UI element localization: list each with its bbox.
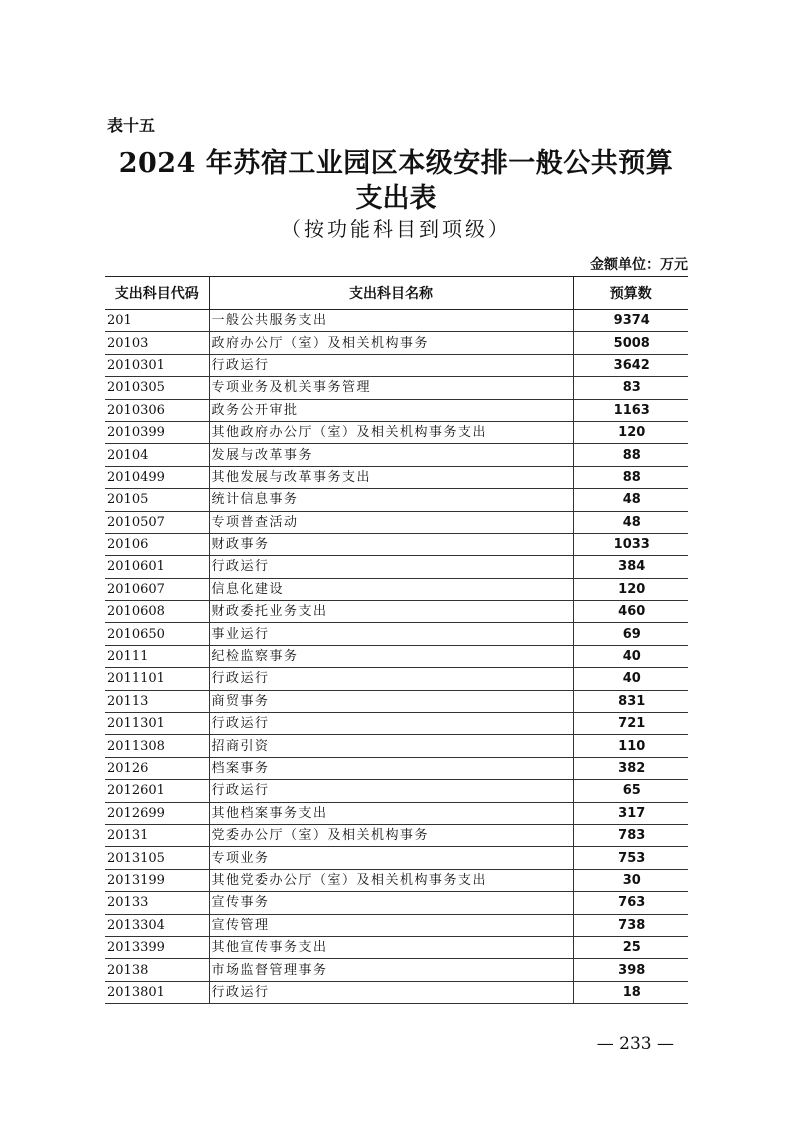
subject-code: 20105 <box>105 489 209 511</box>
subject-code: 20133 <box>105 892 209 914</box>
budget-amount: 398 <box>573 959 688 981</box>
table-row <box>105 892 688 914</box>
budget-amount: 120 <box>573 578 688 600</box>
subject-code: 2010305 <box>105 377 209 399</box>
subject-code: 20113 <box>105 690 209 712</box>
budget-amount: 3642 <box>573 354 688 376</box>
page-number: — 233 — <box>596 1034 674 1054</box>
subject-code: 20138 <box>105 959 209 981</box>
table-row <box>105 645 688 667</box>
table-row <box>105 757 688 779</box>
subject-code: 2011101 <box>105 668 209 690</box>
budget-amount: 382 <box>573 757 688 779</box>
budget-amount: 9374 <box>573 310 688 332</box>
subject-name: 行政运行 <box>209 713 573 735</box>
column-header-code: 支出科目代码 <box>105 277 209 310</box>
column-header-name: 支出科目名称 <box>209 277 573 310</box>
subject-name: 档案事务 <box>209 757 573 779</box>
table-row <box>105 824 688 846</box>
subject-code: 2010601 <box>105 556 209 578</box>
subject-code: 20111 <box>105 645 209 667</box>
subject-name: 事业运行 <box>209 623 573 645</box>
page-title-continued: 支出表 <box>355 183 437 214</box>
budget-amount: 317 <box>573 802 688 824</box>
subject-code: 201 <box>105 310 209 332</box>
table-row <box>105 690 688 712</box>
budget-amount: 120 <box>573 421 688 443</box>
budget-amount: 48 <box>573 489 688 511</box>
subject-name: 党委办公厅（室）及相关机构事务 <box>209 824 573 846</box>
table-row <box>105 780 688 802</box>
budget-amount: 48 <box>573 511 688 533</box>
subject-code: 2010507 <box>105 511 209 533</box>
subject-name: 纪检监察事务 <box>209 645 573 667</box>
subject-name: 其他档案事务支出 <box>209 802 573 824</box>
table-row <box>105 556 688 578</box>
subject-code: 2012601 <box>105 780 209 802</box>
subject-name: 一般公共服务支出 <box>209 310 573 332</box>
subject-name: 其他宣传事务支出 <box>209 936 573 958</box>
budget-amount: 831 <box>573 690 688 712</box>
budget-amount: 88 <box>573 444 688 466</box>
subject-name: 政府办公厅（室）及相关机构事务 <box>209 332 573 354</box>
subject-name: 发展与改革事务 <box>209 444 573 466</box>
subject-name: 行政运行 <box>209 556 573 578</box>
subject-name: 行政运行 <box>209 780 573 802</box>
subject-code: 2010306 <box>105 399 209 421</box>
subject-name: 其他发展与改革事务支出 <box>209 466 573 488</box>
subject-name: 财政事务 <box>209 533 573 555</box>
table-row <box>105 959 688 981</box>
table-row <box>105 623 688 645</box>
table-row <box>105 489 688 511</box>
table-row <box>105 466 688 488</box>
budget-amount: 738 <box>573 914 688 936</box>
budget-amount: 83 <box>573 377 688 399</box>
table-row <box>105 847 688 869</box>
subject-name: 信息化建设 <box>209 578 573 600</box>
amount-unit: 金额单位：万元 <box>590 257 688 273</box>
budget-amount: 40 <box>573 668 688 690</box>
subject-name: 统计信息事务 <box>209 489 573 511</box>
subject-code: 2013199 <box>105 869 209 891</box>
subject-name: 行政运行 <box>209 981 573 1003</box>
budget-amount: 65 <box>573 780 688 802</box>
budget-amount: 25 <box>573 936 688 958</box>
table-row <box>105 310 688 332</box>
budget-amount: 110 <box>573 735 688 757</box>
subject-code: 2010399 <box>105 421 209 443</box>
subject-code: 2013105 <box>105 847 209 869</box>
budget-amount: 30 <box>573 869 688 891</box>
budget-amount: 783 <box>573 824 688 846</box>
table-row <box>105 601 688 623</box>
table-row <box>105 713 688 735</box>
table-row <box>105 332 688 354</box>
subject-name: 市场监督管理事务 <box>209 959 573 981</box>
table-row <box>105 399 688 421</box>
subject-code: 20126 <box>105 757 209 779</box>
budget-amount: 88 <box>573 466 688 488</box>
budget-amount: 763 <box>573 892 688 914</box>
subject-name: 专项普查活动 <box>209 511 573 533</box>
table-row <box>105 802 688 824</box>
table-row <box>105 578 688 600</box>
subject-name: 专项业务及机关事务管理 <box>209 377 573 399</box>
subject-code: 2010607 <box>105 578 209 600</box>
table-label: 表十五 <box>107 116 156 135</box>
table-row <box>105 668 688 690</box>
table-row <box>105 421 688 443</box>
subject-code: 2012699 <box>105 802 209 824</box>
subject-name: 宣传管理 <box>209 914 573 936</box>
table-row <box>105 981 688 1003</box>
subject-name: 宣传事务 <box>209 892 573 914</box>
subject-code: 20106 <box>105 533 209 555</box>
budget-amount: 40 <box>573 645 688 667</box>
subject-name: 其他党委办公厅（室）及相关机构事务支出 <box>209 869 573 891</box>
table-row <box>105 914 688 936</box>
subject-name: 政务公开审批 <box>209 399 573 421</box>
table-row <box>105 511 688 533</box>
subject-name: 行政运行 <box>209 354 573 376</box>
subject-code: 2011301 <box>105 713 209 735</box>
budget-amount: 5008 <box>573 332 688 354</box>
subject-code: 20104 <box>105 444 209 466</box>
subject-code: 2010499 <box>105 466 209 488</box>
subject-name: 财政委托业务支出 <box>209 601 573 623</box>
budget-amount: 69 <box>573 623 688 645</box>
budget-amount: 753 <box>573 847 688 869</box>
table-row <box>105 444 688 466</box>
budget-amount: 1033 <box>573 533 688 555</box>
subject-code: 20131 <box>105 824 209 846</box>
subject-name: 专项业务 <box>209 847 573 869</box>
subject-code: 2010301 <box>105 354 209 376</box>
budget-amount: 1163 <box>573 399 688 421</box>
budget-amount: 18 <box>573 981 688 1003</box>
budget-amount: 384 <box>573 556 688 578</box>
subject-code: 20103 <box>105 332 209 354</box>
subject-code: 2013801 <box>105 981 209 1003</box>
subject-code: 2013304 <box>105 914 209 936</box>
table-body <box>105 310 688 1004</box>
subject-name: 其他政府办公厅（室）及相关机构事务支出 <box>209 421 573 443</box>
column-header-amount: 预算数 <box>573 277 688 310</box>
budget-amount: 721 <box>573 713 688 735</box>
table-row <box>105 936 688 958</box>
subject-code: 2011308 <box>105 735 209 757</box>
table-row <box>105 735 688 757</box>
table-header-row <box>105 277 688 310</box>
table-row <box>105 354 688 376</box>
page-subtitle: （按功能科目到项级） <box>281 217 511 241</box>
budget-table <box>105 276 688 1004</box>
table-row <box>105 533 688 555</box>
subject-name: 行政运行 <box>209 668 573 690</box>
table-row <box>105 377 688 399</box>
subject-name: 商贸事务 <box>209 690 573 712</box>
subject-code: 2010608 <box>105 601 209 623</box>
subject-name: 招商引资 <box>209 735 573 757</box>
subject-code: 2010650 <box>105 623 209 645</box>
table-row <box>105 869 688 891</box>
budget-amount: 460 <box>573 601 688 623</box>
page-title: 2024 年苏宿工业园区本级安排一般公共预算 <box>118 148 674 179</box>
subject-code: 2013399 <box>105 936 209 958</box>
